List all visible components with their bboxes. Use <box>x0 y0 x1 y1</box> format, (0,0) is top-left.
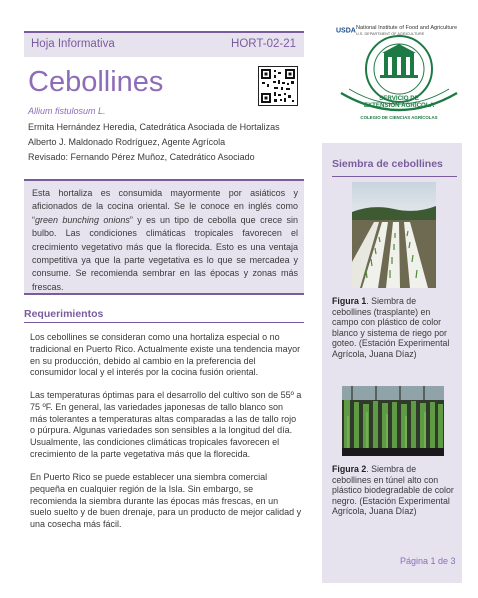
paragraph-2: Las temperaturas óptimas para el desarrollo del cultivo son de 55º a 75 ºF. En general, las variedades japonesas de tallo blanco son más tolerantes a temperaturas altas comparadas a las de tallo rojo o púrpura. Algunas variedades son sensibles a la longitud del día. Usualmente, las condiciones climáticas tropicales favorecen el crecimiento de la parte vegetativa más que la florecida. <box>30 390 302 459</box>
figure-2-label: Figura 2 <box>332 464 367 474</box>
section-heading: Requerimientos <box>24 308 304 323</box>
document-type-label: Hoja Informativa <box>31 38 115 50</box>
extension-service-seal <box>335 31 463 127</box>
seal-line-3: COLEGIO DE CIENCIAS AGRÍCOLAS <box>360 115 438 120</box>
scientific-name: Allium fistulosum L. <box>28 106 106 116</box>
figure-1-label: Figura 1 <box>332 296 367 306</box>
author-line-2: Alberto J. Maldonado Rodríguez, Agente Agrícola <box>28 137 226 147</box>
svg-text:USDA: USDA <box>336 27 356 35</box>
paragraph-1: Los cebollines se consideran como una hortaliza especial o no tradicional en Puerto Rico. Actualmente existe una tendencia mayor en su producción, debido al cambio en la preferencia del consumidor local y el interés por la cocina fusión oriental. <box>30 332 301 378</box>
page-title: Cebollines <box>28 66 164 98</box>
paragraph-3: En Puerto Rico se puede establecer una siembra comercial pequeña en cualquier región de la Isla. Sin embargo, se recomienda la siembra durante las épocas más frescas, en un suelo suelto y de buen drenaje, para un producto de mejor calidad y una cosecha más fácil. <box>30 472 302 530</box>
figure-1-caption <box>332 296 457 360</box>
usda-department-text: U.S. DEPARTMENT OF AGRICULTURE <box>356 32 425 36</box>
extension-seal-icon <box>335 31 463 127</box>
intro-emphasis: green bunching onions <box>35 214 130 225</box>
usda-nifa-text: National Institute of Food and Agriculture <box>356 25 458 31</box>
figure-2-caption <box>332 464 457 517</box>
intro-box <box>24 179 304 295</box>
figure-2-photo <box>342 386 444 456</box>
figure-1-photo <box>352 182 436 288</box>
seal-line-1: SERVICIO DE <box>379 95 419 102</box>
qr-code-icon <box>258 66 298 106</box>
sidebar-heading: Siembra de cebollines <box>332 158 443 170</box>
figure-2-text: . Siembra de cebollines en túnel alto con plástico biodegradable de color negro. (Estación Experimental Agrícola, Juana Díaz) <box>332 464 454 517</box>
document-header-bar <box>24 31 304 57</box>
author-line-1: Ermita Hernández Heredia, Catedrática Asociada de Hortalizas <box>28 122 280 132</box>
author-line-3: Revisado: Fernando Pérez Muñoz, Catedrático Asociado <box>28 152 255 162</box>
intro-text-1: Esta hortaliza es consumida mayormente por asiáticos y aficionados de la cocina oriental. Se le conoce en inglés como “ <box>32 188 298 225</box>
page-number: Página 1 de 3 <box>400 556 456 566</box>
intro-text-2: ” y es un tipo de cebolla que crece sin bulbo. Las condiciones climáticas tropicales favorecen el crecimiento vegetativo más que la florecida. Esto es una ventaja competitiva ya que la parte vegetativa es lo que se mercadea y consume. Se recomienda sembrar en las épocas y zonas más frescas. <box>32 214 298 292</box>
document-code: HORT-02-21 <box>231 38 296 50</box>
seal-line-2: EXTENSIÓN AGRÍCOLA <box>363 102 435 109</box>
figure-1-text: . Siembra de cebollines (trasplante) en campo con plástico de color blanco y sistema de riego por goteo. (Estación Experimental Agrícola, Juana Díaz) <box>332 296 450 359</box>
sidebar-divider <box>332 176 457 177</box>
